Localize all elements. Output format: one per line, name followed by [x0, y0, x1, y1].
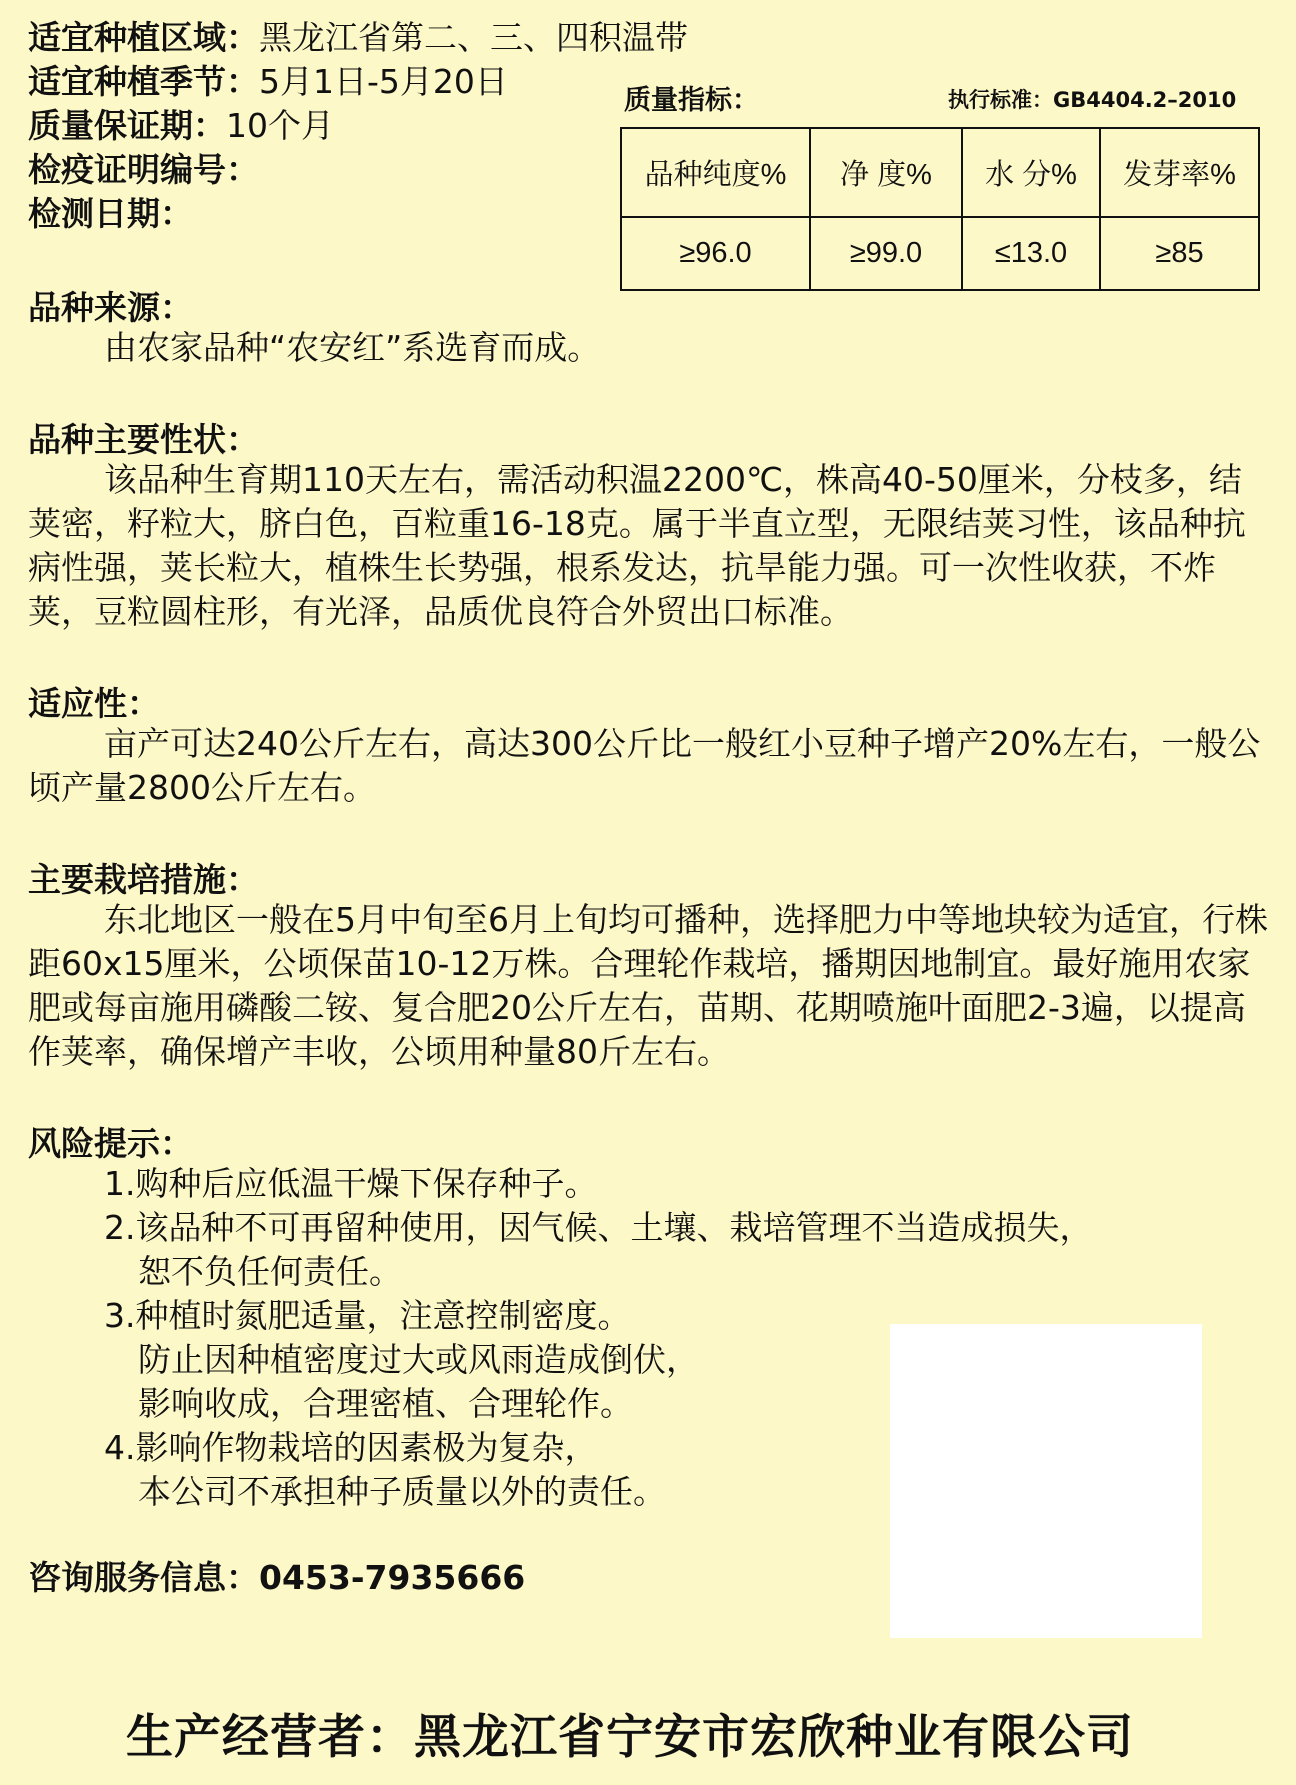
quality-standard: 执行标准：GB4404.2–2010 — [948, 88, 1237, 112]
info-label: 检疫证明编号： — [28, 150, 259, 189]
risk-item-3-cont-2: 影响收成，合理密植、合理轮作。 — [138, 1384, 633, 1423]
consult-phone: 0453-7935666 — [259, 1558, 526, 1597]
cultivation-text: 东北地区一般在5月中旬至6月上旬均可播种，选择肥力中等地块较为适宜，行株距60x15厘米，公顷保苗10-12万株。合理轮作栽培，播期因地制宜。最好施用农家肥或每亩施用磷酸二铵、复合肥20公斤左右，苗期、花期喷施叶面肥2-3遍，以提高作荚率，确保增产丰收，公顷用种量80斤左右。 — [28, 900, 1268, 1071]
risk-item-3: 3.种植时氮肥适量，注意控制密度。 — [104, 1296, 631, 1335]
producer-label: 生产经营者： — [126, 1710, 414, 1765]
risk-item-1: 1.购种后应低温干燥下保存种子。 — [104, 1164, 598, 1203]
traits-text: 该品种生育期110天左右，需活动积温2200℃，株高40-50厘米，分枝多，结荚密，籽粒大，脐白色，百粒重16-18克。属于半直立型，无限结荚习性，该品种抗病性强，荚长粒大，植株生长势强，根系发达，抗旱能力强。可一次性收获，不炸荚，豆粒圆柱形，有光泽，品质优良符合外贸出口标准。 — [28, 460, 1246, 631]
info-label: 质量保证期： — [28, 106, 226, 145]
quality-table — [620, 127, 1260, 291]
info-value: 黑龙江省第二、三、四积温带 — [259, 18, 688, 57]
info-growing-season — [28, 60, 508, 104]
consult-label: 咨询服务信息： — [28, 1558, 259, 1597]
quality-label: 质量指标： — [624, 85, 759, 116]
risk-item-4-cont: 本公司不承担种子质量以外的责任。 — [138, 1472, 666, 1511]
risk-item-2-cont: 恕不负任何责任。 — [138, 1252, 402, 1291]
info-label: 适宜种植区域： — [28, 18, 259, 57]
risk-item-2: 2.该品种不可再留种使用，因气候、土壤、栽培管理不当造成损失， — [104, 1208, 1093, 1247]
cultivation-title: 主要栽培措施： — [28, 860, 259, 899]
quality-value-moisture: ≤13.0 — [962, 217, 1100, 290]
quality-header-germination: 发芽率% — [1100, 128, 1259, 217]
source-title: 品种来源： — [28, 288, 193, 327]
qr-code-placeholder — [890, 1324, 1202, 1638]
quality-header-purity: 品种纯度% — [621, 128, 810, 217]
adaptability-text: 亩产可达240公斤左右，高达300公斤比一般红小豆种子增产20%左右，一般公顷产量2800公斤左右。 — [28, 724, 1261, 807]
info-test-date — [28, 192, 193, 236]
info-quarantine-number — [28, 148, 259, 192]
traits-title: 品种主要性状： — [28, 420, 259, 459]
info-label: 检测日期： — [28, 194, 193, 233]
source-text: 由农家品种“农安红”系选育而成。 — [104, 328, 601, 367]
info-warranty-period — [28, 104, 334, 148]
info-label: 适宜种植季节： — [28, 62, 259, 101]
producer-info — [126, 1700, 1134, 1767]
risk-item-4: 4.影响作物栽培的因素极为复杂， — [104, 1428, 598, 1467]
quality-header-moisture: 水 分% — [962, 128, 1100, 217]
info-value: 10个月 — [226, 106, 334, 145]
info-value: 5月1日-5月20日 — [259, 62, 508, 101]
quality-header-cleanliness: 净 度% — [810, 128, 962, 217]
producer-name: 黑龙江省宁安市宏欣种业有限公司 — [414, 1710, 1134, 1765]
adaptability-title: 适应性： — [28, 684, 160, 723]
quality-value-purity: ≥96.0 — [621, 217, 810, 290]
quality-header-row — [621, 128, 1259, 217]
quality-value-germination: ≥85 — [1100, 217, 1259, 290]
risk-title: 风险提示： — [28, 1124, 193, 1163]
quality-value-row — [621, 217, 1259, 290]
quality-value-cleanliness: ≥99.0 — [810, 217, 962, 290]
consult-info — [28, 1552, 525, 1599]
info-growing-region — [28, 16, 688, 60]
risk-item-3-cont-1: 防止因种植密度过大或风雨造成倒伏， — [138, 1340, 699, 1379]
